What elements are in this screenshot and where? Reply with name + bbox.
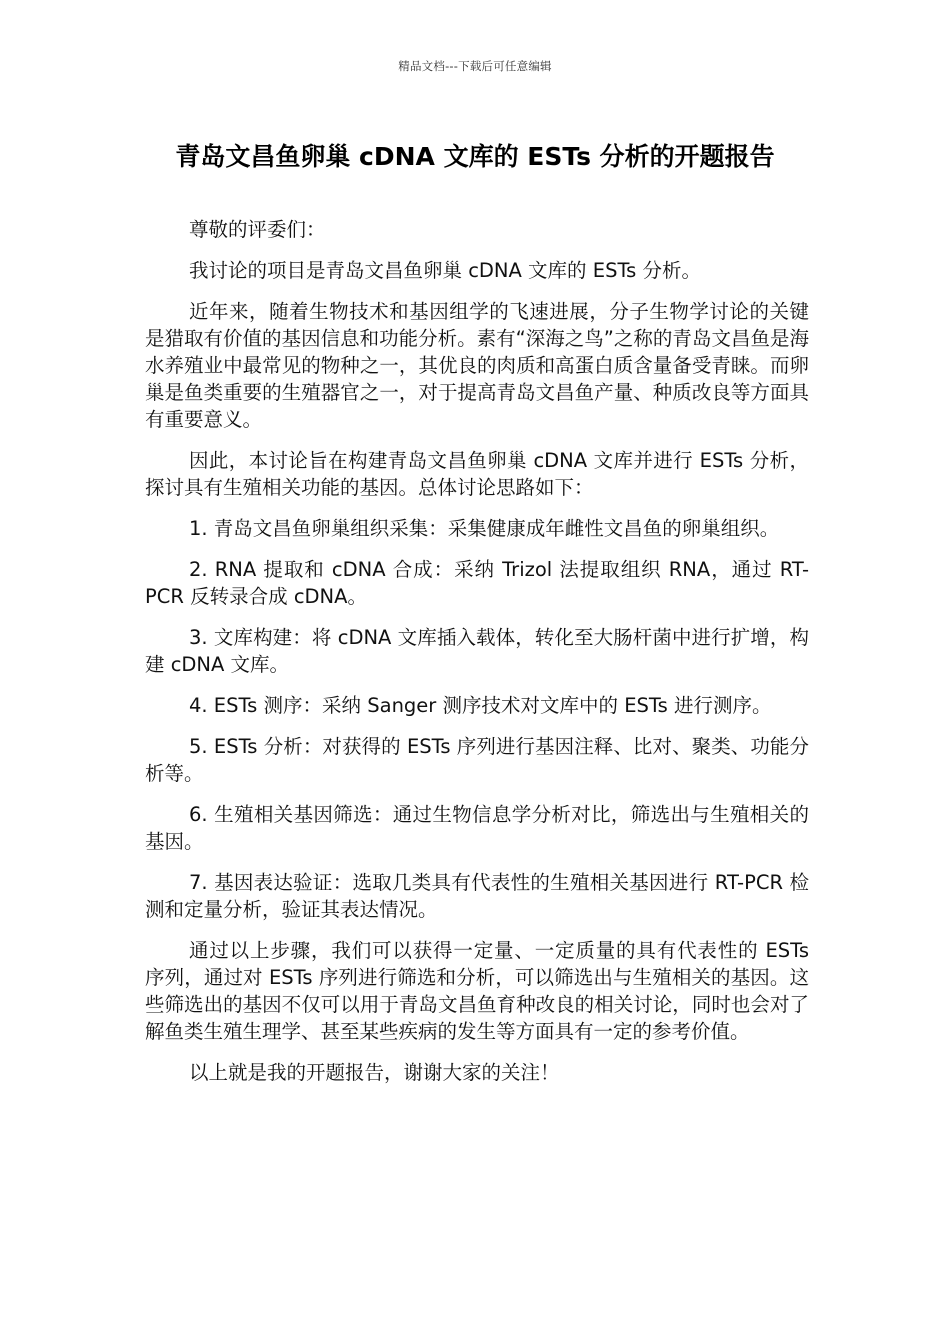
paragraph-step-6: 6. 生殖相关基因筛选：通过生物信息学分析对比，筛选出与生殖相关的基因。 [145,803,809,853]
paragraph-step-2: 2. RNA 提取和 cDNA 合成：采纳 Trizol 法提取组织 RNA，通过 RT-PCR 反转录合成 cDNA。 [145,558,809,608]
paragraph-salutation: 尊敬的评委们： [189,218,326,241]
paragraph-project-intro: 我讨论的项目是青岛文昌鱼卵巢 cDNA 文库的 ESTs 分析。 [189,259,701,282]
document-body [145,216,809,1100]
paragraph-closing: 以上就是我的开题报告，谢谢大家的关注！ [189,1061,560,1084]
paragraph-conclusion: 通过以上步骤，我们可以获得一定量、一定质量的具有代表性的 ESTs 序列，通过对 ESTs 序列进行筛选和分析，可以筛选出与生殖相关的基因。这些筛选出的基因不仅可以用于青岛文昌鱼育种改良的相关讨论，同时也会对了解鱼类生殖生理学、甚至某些疾病的发生等方面具有一定的参考价值。 [145,939,809,1043]
paragraph-step-4: 4. ESTs 测序：采纳 Sanger 测序技术对文库中的 ESTs 进行测序。 [189,694,772,717]
paragraph-objective: 因此，本讨论旨在构建青岛文昌鱼卵巢 cDNA 文库并进行 ESTs 分析，探讨具有生殖相关功能的基因。总体讨论思路如下： [145,449,809,499]
paragraph-step-7: 7. 基因表达验证：选取几类具有代表性的生殖相关基因进行 RT-PCR 检测和定量分析，验证其表达情况。 [145,871,809,921]
paragraph-step-1: 1. 青岛文昌鱼卵巢组织采集：采集健康成年雌性文昌鱼的卵巢组织。 [189,517,780,540]
document-title: 青岛文昌鱼卵巢 cDNA 文库的 ESTs 分析的开题报告 [175,142,775,171]
paragraph-background: 近年来，随着生物技术和基因组学的飞速进展，分子生物学讨论的关键是猎取有价值的基因信息和功能分析。素有“深海之鸟”之称的青岛文昌鱼是海水养殖业中最常见的物种之一，其优良的肉质和高蛋白质含量备受青睐。而卵巢是鱼类重要的生殖器官之一，对于提高青岛文昌鱼产量、种质改良等方面具有重要意义。 [145,300,809,431]
paragraph-step-3: 3. 文库构建：将 cDNA 文库插入载体，转化至大肠杆菌中进行扩增，构建 cDNA 文库。 [145,626,809,676]
page-header-watermark: 精品文档---下载后可任意编辑 [398,59,552,73]
paragraph-step-5: 5. ESTs 分析：对获得的 ESTs 序列进行基因注释、比对、聚类、功能分析等。 [145,735,809,785]
